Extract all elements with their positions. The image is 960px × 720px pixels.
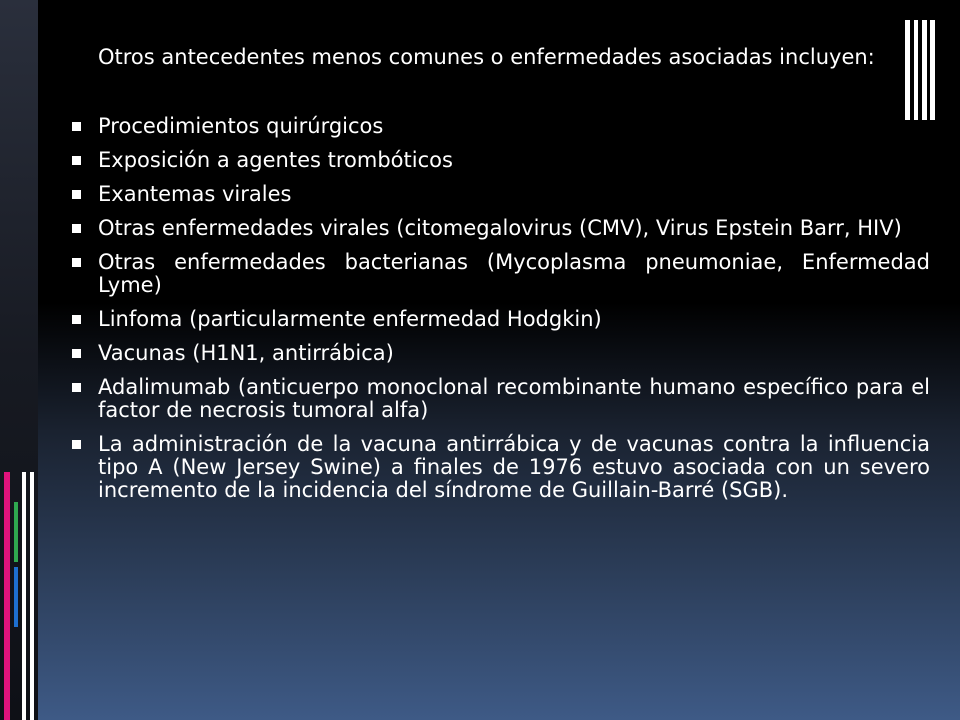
stripe-white <box>930 20 935 120</box>
square-bullet-icon <box>72 122 81 131</box>
bullet-item <box>72 342 930 365</box>
stripe-green <box>14 502 18 562</box>
bullet-item <box>72 149 930 172</box>
bullet-text: Exantemas virales <box>98 182 292 206</box>
square-bullet-icon <box>72 315 81 324</box>
bullet-text: Linfoma (particularmente enfermedad Hodgkin) <box>98 307 602 331</box>
bullet-text: Procedimientos quirúrgicos <box>98 114 384 138</box>
bullet-text: La administración de la vacuna antirrábica y de vacunas contra la influencia tipo A (New Jersey Swine) a finales de 1976 estuvo asociada con un severo incremento de la incidencia del síndrome de Guillain-Barré (SGB). <box>98 432 930 502</box>
square-bullet-icon <box>72 258 81 267</box>
bullet-item <box>72 308 930 331</box>
square-bullet-icon <box>72 383 81 392</box>
square-bullet-icon <box>72 440 81 449</box>
bullet-item <box>72 376 930 422</box>
square-bullet-icon <box>72 190 81 199</box>
square-bullet-icon <box>72 224 81 233</box>
bullet-text: Adalimumab (anticuerpo monoclonal recombinante humano específico para el factor de necrosis tumoral alfa) <box>98 375 930 422</box>
bullet-text: Otras enfermedades virales (citomegalovirus (CMV), Virus Epstein Barr, HIV) <box>98 216 902 240</box>
bullet-item <box>72 183 930 206</box>
stripe-blue <box>14 567 18 627</box>
stripe-white <box>30 472 34 720</box>
intro-paragraph: Otros antecedentes menos comunes o enfermedades asociadas incluyen: <box>98 45 875 69</box>
slide-content <box>72 46 930 513</box>
stripe-white <box>22 472 26 720</box>
bullet-item <box>72 433 930 502</box>
bullet-item <box>72 251 930 297</box>
bullet-item <box>72 115 930 138</box>
bullet-list <box>72 115 930 502</box>
stripe-magenta <box>4 472 10 720</box>
square-bullet-icon <box>72 156 81 165</box>
bottom-left-stripes-decoration <box>0 472 38 720</box>
bullet-text: Exposición a agentes trombóticos <box>98 148 453 172</box>
square-bullet-icon <box>72 349 81 358</box>
bullet-text: Vacunas (H1N1, antirrábica) <box>98 341 394 365</box>
bullet-item <box>72 217 930 240</box>
bullet-text: Otras enfermedades bacterianas (Mycoplasma pneumoniae, Enfermedad Lyme) <box>98 250 930 297</box>
